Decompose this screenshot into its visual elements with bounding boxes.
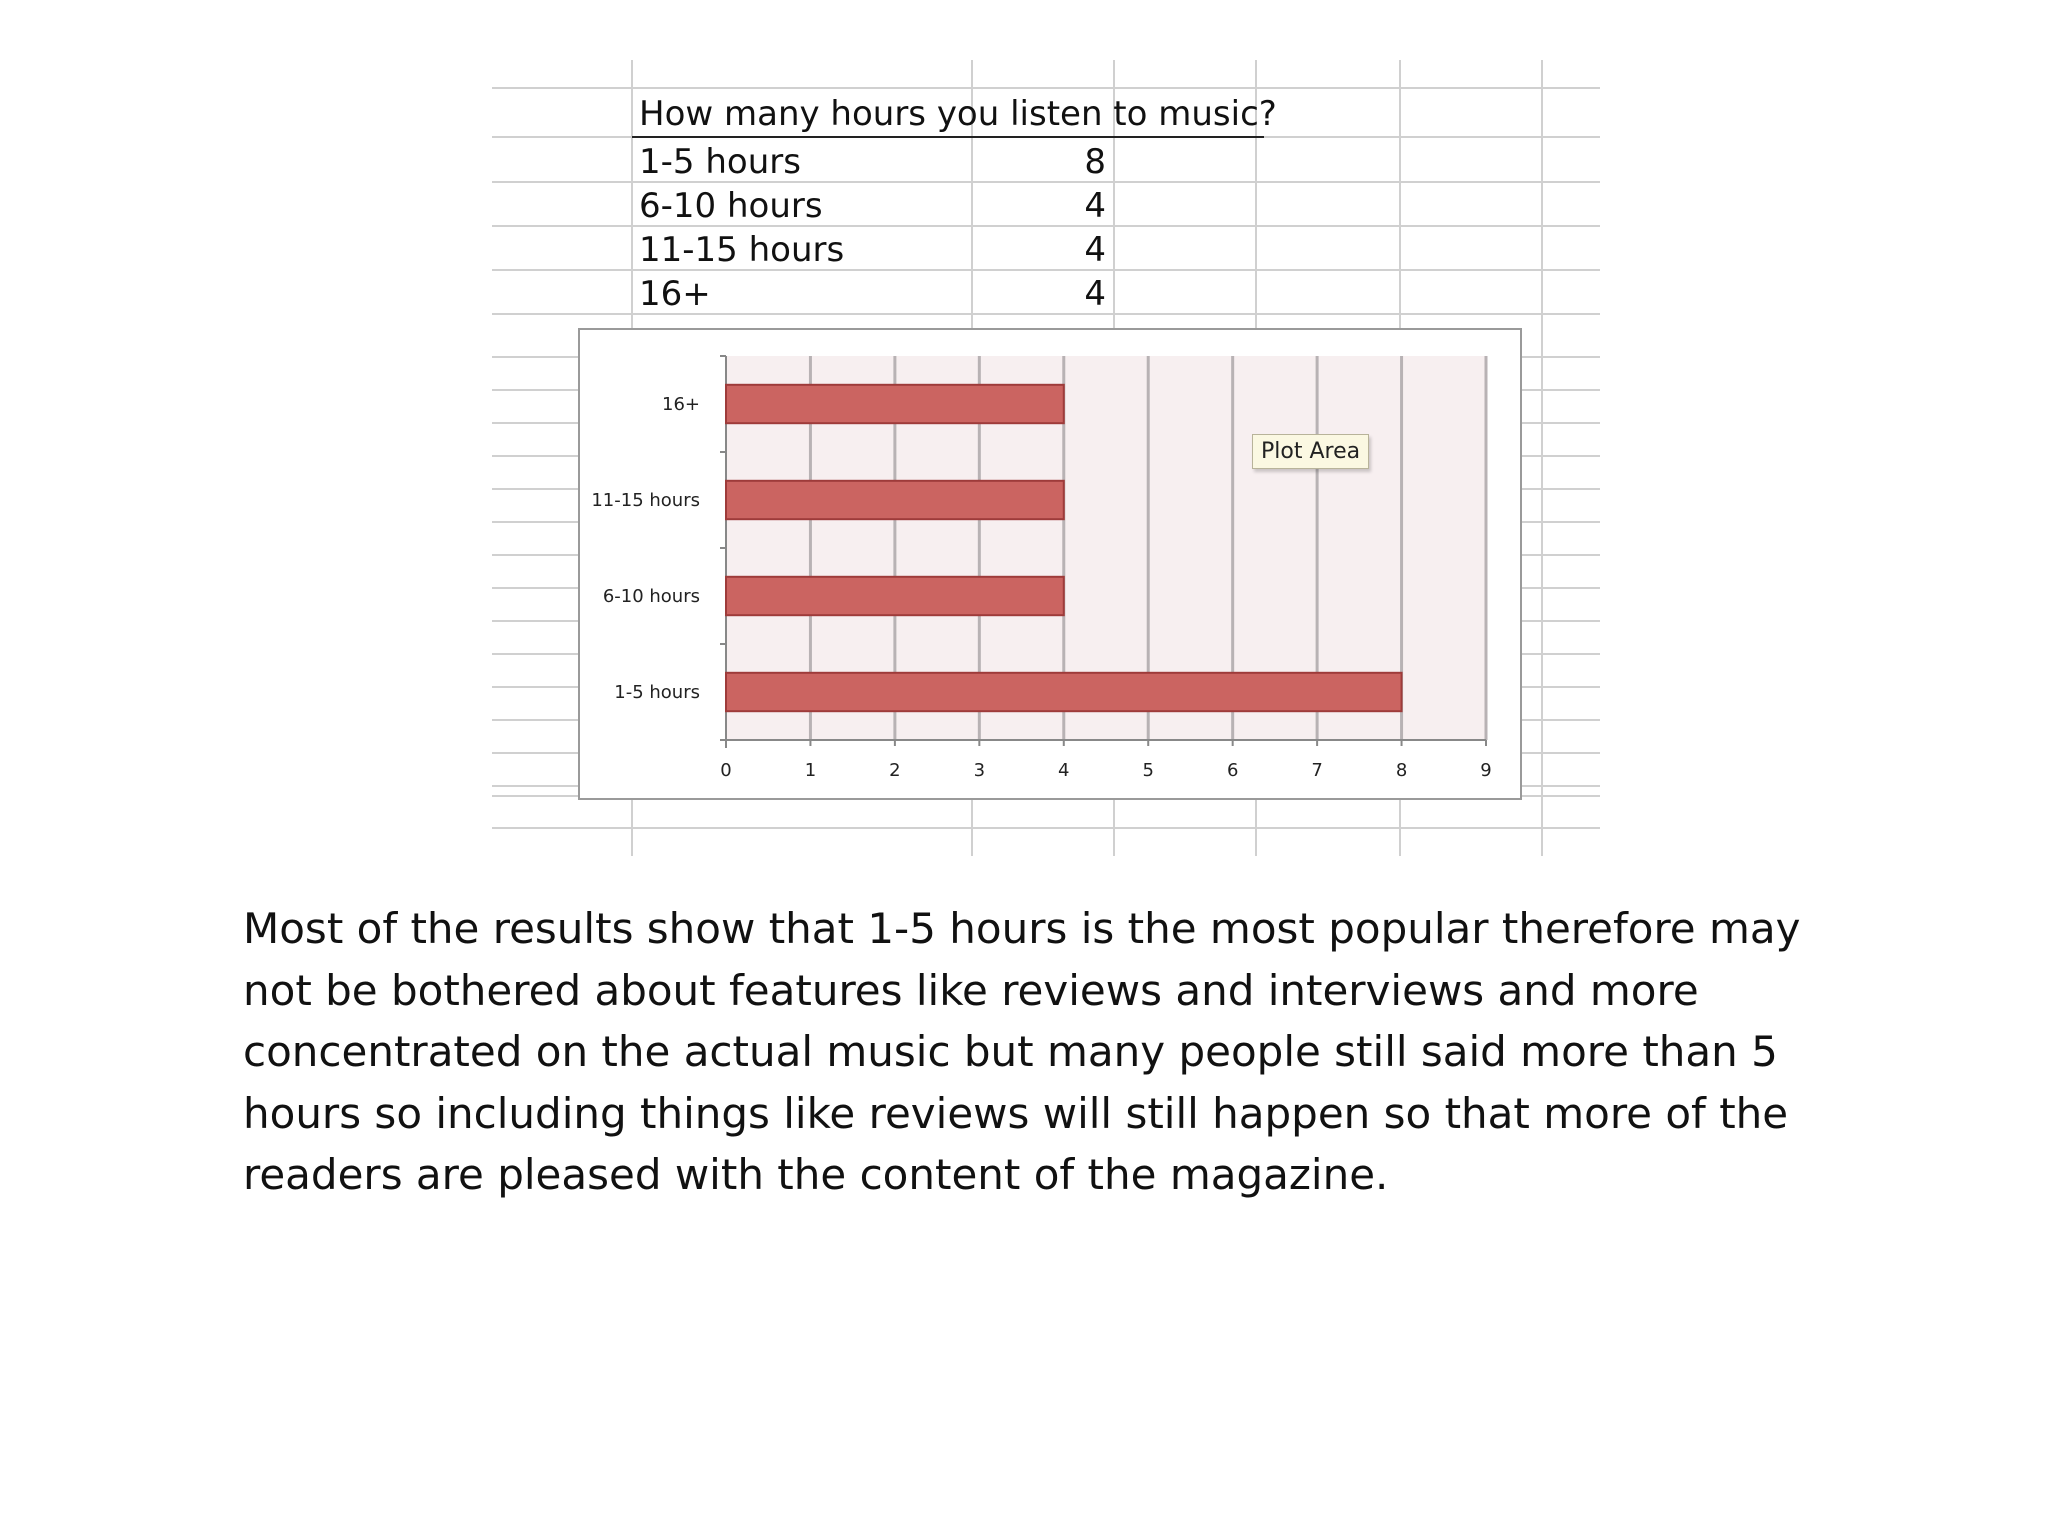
table-header[interactable]: How many hours you listen to music? (639, 94, 1277, 134)
plot-area-tooltip: Plot Area (1252, 434, 1369, 469)
bar (726, 481, 1064, 519)
x-tick-label: 0 (720, 760, 732, 781)
bar (726, 673, 1402, 711)
x-tick-label: 8 (1395, 760, 1408, 781)
table-row-value[interactable]: 4 (1084, 274, 1106, 314)
table-row-label[interactable]: 16+ (639, 274, 711, 314)
table-row-label[interactable]: 11-15 hours (639, 230, 845, 270)
y-tick-label: 16+ (662, 394, 700, 415)
bar (726, 385, 1064, 423)
summary-paragraph: Most of the results show that 1-5 hours is the most popular therefore may not be bothered about features like reviews and interviews and more concentrated on the actual music but many people still said more than 5 hours so including things like reviews will still happen so that more of the readers are pleased with the content of the magazine. (243, 904, 1801, 1199)
y-tick-label: 11-15 hours (591, 490, 700, 511)
bar-chart[interactable] (578, 328, 1522, 800)
x-tick-label: 4 (1058, 760, 1070, 781)
table-row-value[interactable]: 4 (1084, 230, 1106, 270)
table-row-label[interactable]: 1-5 hours (639, 142, 801, 182)
x-tick-label: 6 (1226, 760, 1239, 781)
x-tick-label: 1 (804, 760, 817, 781)
x-tick-label: 5 (1142, 760, 1154, 781)
x-tick-label: 7 (1311, 760, 1323, 781)
table-row-value[interactable]: 8 (1084, 142, 1106, 182)
x-tick-label: 2 (889, 760, 901, 781)
x-tick-label: 3 (973, 760, 986, 781)
table-row-label[interactable]: 6-10 hours (639, 186, 823, 226)
x-tick-label: 9 (1480, 760, 1492, 781)
y-tick-label: 1-5 hours (614, 682, 700, 703)
bar (726, 577, 1064, 615)
table-row-value[interactable]: 4 (1084, 186, 1106, 226)
y-tick-label: 6-10 hours (602, 586, 700, 607)
